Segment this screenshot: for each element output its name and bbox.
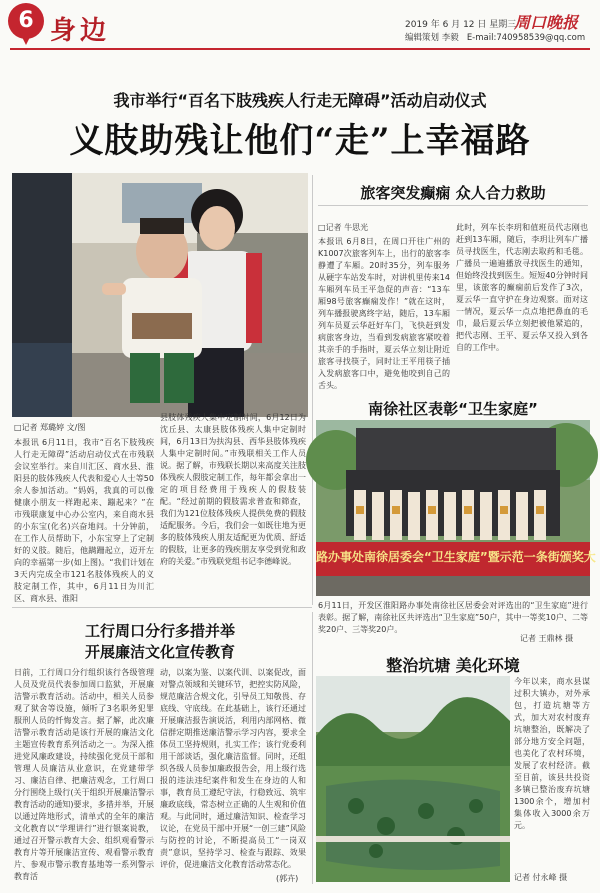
epilepsy-body-col1: 本报讯 6月8日，在周口开往广州的K1007次旅客列车上，出行的旅客李静遭了车厢。20时35分，列车服务从硬字车站发车时，对讲机里传来14车厢列车员王平急促的声音：“13车厢98号旅客癫痫发作！”就在这时，列车播报驶离终字站，随后，13车厢列车员夏云华赶好车门，飞快赶到发病旅客身边，当看到发病旅客紧咬着其亲手的手指时，夏云华立刻让附近旅客寻找筷子，同时让王平用筷子插入发病旅客口中，避免他咬到自己的舌头。 xyxy=(318,237,450,390)
lower-section-rule xyxy=(12,607,312,608)
integrity-body-col2: 动，以案为鉴、以案代训、以案促改，面对警点领域和关键环节，把控实防风险，规范廉洁合规文化，引导员工知敬畏、存底线、守底线。在此基础上，该行还通过开展廉洁报告演说活，利用内部网格、微信群定期推送廉洁警示学习内容，要求全体员工坚持规则，扎实工作；该行党委利用干部谈话，强化廉洁监督。同时，还组织各级人员参加廉政报告会，用上级行选报的违法违纪案件和发生在身边的人和事，教育员工遵纪守法，行稳致远、筑牢廉政底线，常态树立正确的人生观和价值观。与此同时，通过廉洁知识、检查学习议论，在党员干部中开展“一创三建”风险与防控的讨论，不断提高员工“一岗双责”意识，坚持学习、检查与跟踪、效果评价，促进廉洁文化教育活动常态化。 xyxy=(160,668,306,869)
date-line: 2019 年 6 月 12 日 星期三 xyxy=(405,20,517,30)
email: E-mail:740958539@qq.com xyxy=(466,33,586,43)
section-title: 身边 xyxy=(50,16,111,46)
epilepsy-byline: □记者 牛思光 xyxy=(318,223,369,232)
epilepsy-body-col2: 此时，列车长李玥和值班员代志刚也赶到13车厢，随后，李玥让列车广播员寻找医生，代志刚去取药和毛毯。广播员一遍遍播放寻找医生的通知，但始终没找到医生。短短40分钟时间里，该旅客的癫痫前后发作了3次，夏云华一直守护在身边观察。面对这一情况，夏云华一点点地把鼻血的毛巾，最后夏云华立刻把被他紧追的，把代志刚、王平、夏云华又投入到各自的工作中。 xyxy=(456,223,588,352)
integrity-body-col1: 日前，工行周口分行组织该行各级管理人员及党员代表参加周口监狱，开展廉洁警示教育活动。活动中，相关人员参观了狱舍等设施，倾听了3名职务犯罪服刑人员的忏悔发言。据了解，此次廉洁警示教育活动是该行开展的廉洁文化主题宣传教育系列活动之一。为深入推进党风廉政建设，持续强化党员干部和管理人员廉洁从业意识，在党建带学习、廉洁自律、把廉洁观念，工行周口分行围绕上级行(关于组织开展廉洁警示教育活动的通知)要求，多措并举，开展以通过阵地形式，清单式的全年的廉洁文化教育以“学理讲行”进行银案说教，通过召开警示教育大会、组织观看警示教育片等开展廉洁宣传、观看警示教育片、参观市警示教育基地等一系列警示教育活 xyxy=(14,668,154,881)
epilepsy-title-rule xyxy=(318,205,588,206)
masthead-logo: 周口晚报 xyxy=(514,13,579,32)
epilepsy-title: 旅客突发癫痫 众人合力救助 xyxy=(360,184,546,202)
page-header xyxy=(0,0,600,68)
editor-line: 编辑策划 李毅 E-mail:740958539@qq.com xyxy=(405,33,586,43)
integrity-signoff: (郭卉) xyxy=(276,874,299,883)
integrity-title-1: 工行周口分行多措并举 xyxy=(84,622,235,640)
lead-photo xyxy=(12,173,308,417)
family-credit: 记者 王鼎林 摄 xyxy=(520,634,574,643)
lower-column-divider xyxy=(312,612,313,884)
lead-kicker: 我市举行“百名下肢残疾人行走无障碍”活动启动仪式 xyxy=(113,91,487,110)
pond-photo xyxy=(316,676,510,882)
family-photo xyxy=(316,420,596,596)
pond-body: 今年以来，商水县谋过积大镇办，对外承包，打造坑塘等方式，加大对农村废弃坑塘整治，既解决了部分地方安全问题，也美化了农村环境，发展了农村经济。截至目前，该县共投资多镇已整治废弃坑塘1300余个，增加村集体收入3000余万元。 xyxy=(514,677,590,830)
pond-title: 整治坑塘 美化环境 xyxy=(386,656,520,675)
lead-body-col2: 县肢体残疾人集中定制时间，6月12日为沈丘县、太康县肢体残疾人集中定制时间，6月13日为扶沟县、西华县肢体残疾人集中定制时间。”市残联相关工作人员说。据了解，市残联长期以来高度关注肢体残疾人假肢定制工作，每年都会拿出一定的项目经费用于残疾人的假肢装配。“经过前期的假肢需求普查和筛查，我们为121位肢体残疾人提供免费的假肢适配服务。今后，我们会一如既往地为更多的肢体残疾人朋友适配更为优质、舒适的假肢，让更多的残疾朋友享受到党和政府的关爱。”市残联党组书记李德峰说。 xyxy=(160,413,306,566)
header-rule xyxy=(10,48,590,50)
family-caption: 6月11日，开发区淮阳路办事处南徐社区居委会对评选出的“卫生家庭”进行表彰。据了解，南徐社区共评选出“卫生家庭”50户，其中一等奖10户、二等奖20户、三等奖20户。 xyxy=(318,601,588,634)
family-title: 南徐社区表彰“卫生家庭” xyxy=(368,400,538,418)
page-number: 6 xyxy=(18,8,34,33)
column-divider xyxy=(312,175,313,605)
lead-photo-caption: □记者 郑璐婷 文/图 xyxy=(14,423,86,432)
integrity-title-2: 开展廉洁文化宣传教育 xyxy=(84,643,235,661)
page-number-badge xyxy=(8,3,44,47)
family-banner: 路办事处南徐居委会“卫生家庭”暨示范一条街颁奖大 xyxy=(316,550,596,564)
lead-headline: 义肢助残让他们“走”上幸福路 xyxy=(69,121,531,161)
pond-credit: 记者 付永峰 摄 xyxy=(514,873,568,882)
lead-body-col1: 本报讯 6月11日，我市“百名下肢残疾人行走无障碍”活动启动仪式在市残联会议室举行。来自川汇区、商水县、淮阳县的肢体残疾人代表和爱心人士等50余人参加活动。“妈妈，我真的可以像健康小朋友一样跑起来、蹦起来？”在市残联康复中心办公室内，来自商水县的小东宝(化名)兴奋地问。十分钟前，在工作人员帮助下，小东宝穿上了定制好的义肢。随后，他蹒跚起立，迈开左向的幸福第一步(如上图)。“我们计划在3天内完成全市121名肢体残疾人的义肢定制工作，其中，6月11日为川汇区、商水县、淮阳 xyxy=(14,438,154,603)
